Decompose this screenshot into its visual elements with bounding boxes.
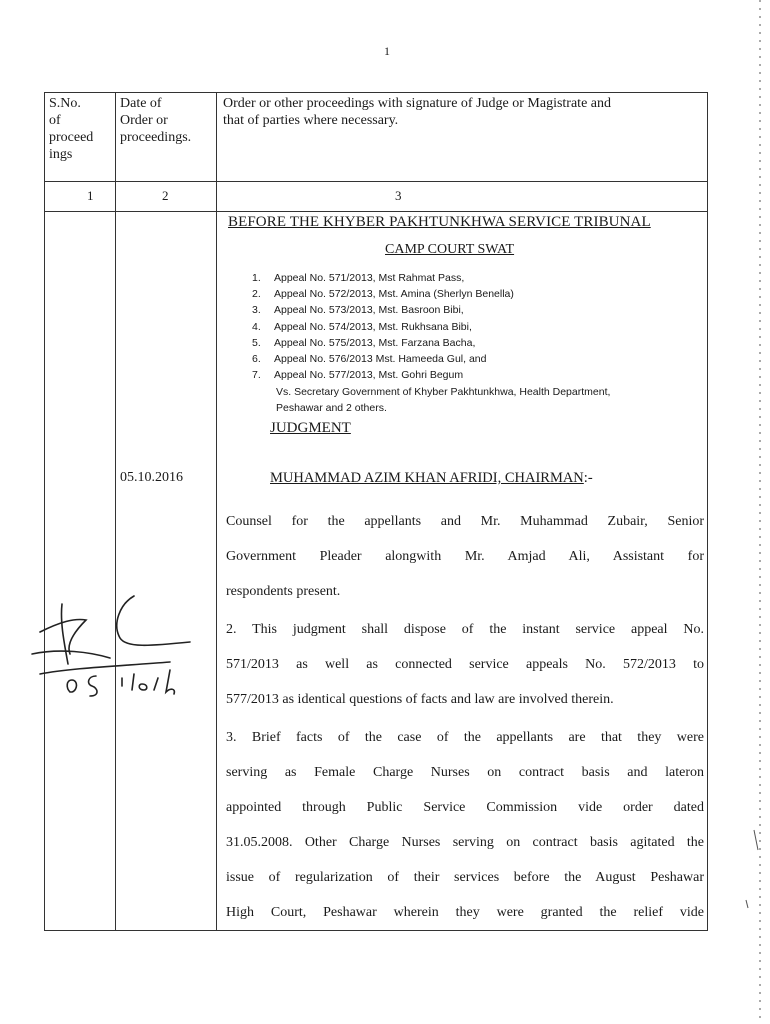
column-number-2: 2 [162,188,169,203]
scan-edge-marks [740,0,770,1024]
appeal-item: 3. Appeal No. 573/2013, Mst. Basroon Bibi, [252,304,464,317]
header-divider [45,181,707,182]
judgment-heading: JUDGMENT [270,420,351,436]
appeal-item: 7. Appeal No. 577/2013, Mst. Gohri Begum [252,369,464,382]
paragraph-1: Counsel for the appellants and Mr. Muhammad Zubair, Senior Government Pleader alongwith Mr. Amjad Ali, Assistant for respondents present. [226,514,704,599]
column-divider-1 [115,93,116,930]
column-number-3: 3 [395,188,402,203]
chairman-heading [270,470,593,487]
column-divider-2 [216,93,217,930]
appeal-item: 6. Appeal No. 576/2013 Mst. Hameeda Gul, and [252,353,487,366]
column-number-divider [45,211,707,212]
page-number: 1 [384,44,390,58]
tribunal-title: BEFORE THE KHYBER PAKHTUNKHWA SERVICE TRIBUNAL [228,214,651,230]
chairman-suffix: :- [583,470,593,486]
chairman-name: MUHAMMAD AZIM KHAN AFRIDI, CHAIRMAN [270,470,584,486]
header-date: Date of Order or proceedings. [120,96,192,145]
versus-respondents: Vs. Secretary Government of Khyber Pakhtunkhwa, Health Department, Peshawar and 2 others. [276,386,611,414]
appeal-item: 1. Appeal No. 571/2013, Mst Rahmat Pass, [252,272,465,284]
paragraph-2: 2. This judgment shall dispose of the instant service appeal No. 571/2013 as well as connected service appeals No. 572/2013 to 577/2013 as identical questions of facts and law are involved therein. [226,622,704,707]
appeals-list [252,270,514,383]
order-date: 05.10.2016 [120,470,183,485]
appeal-item: 2. Appeal No. 572/2013, Mst. Amina (Sherlyn Benella) [252,288,514,301]
header-sno: S.No. of proceed ings [49,96,94,162]
column-number-1: 1 [87,188,94,203]
header-order: Order or other proceedings with signature of Judge or Magistrate and that of parties where necessary. [223,96,611,128]
appeal-item: 5. Appeal No. 575/2013, Mst. Farzana Bacha, [252,336,476,349]
paragraph-3: 3. Brief facts of the case of the appellants are that they were serving as Female Charge Nurses on contract basis and lateron appointed through Public Service Commission vide order dated 31.05.2008. Other Charge Nurses serving on contract basis agitated the issue of regularization of their services before the August Peshawar High Court, Peshawar wherein they were granted the relief vide [226,730,704,920]
camp-court-title: CAMP COURT SWAT [385,242,515,257]
appeal-item: 4. Appeal No. 574/2013, Mst. Rukhsana Bibi, [252,320,472,333]
handwritten-signature [30,592,220,702]
